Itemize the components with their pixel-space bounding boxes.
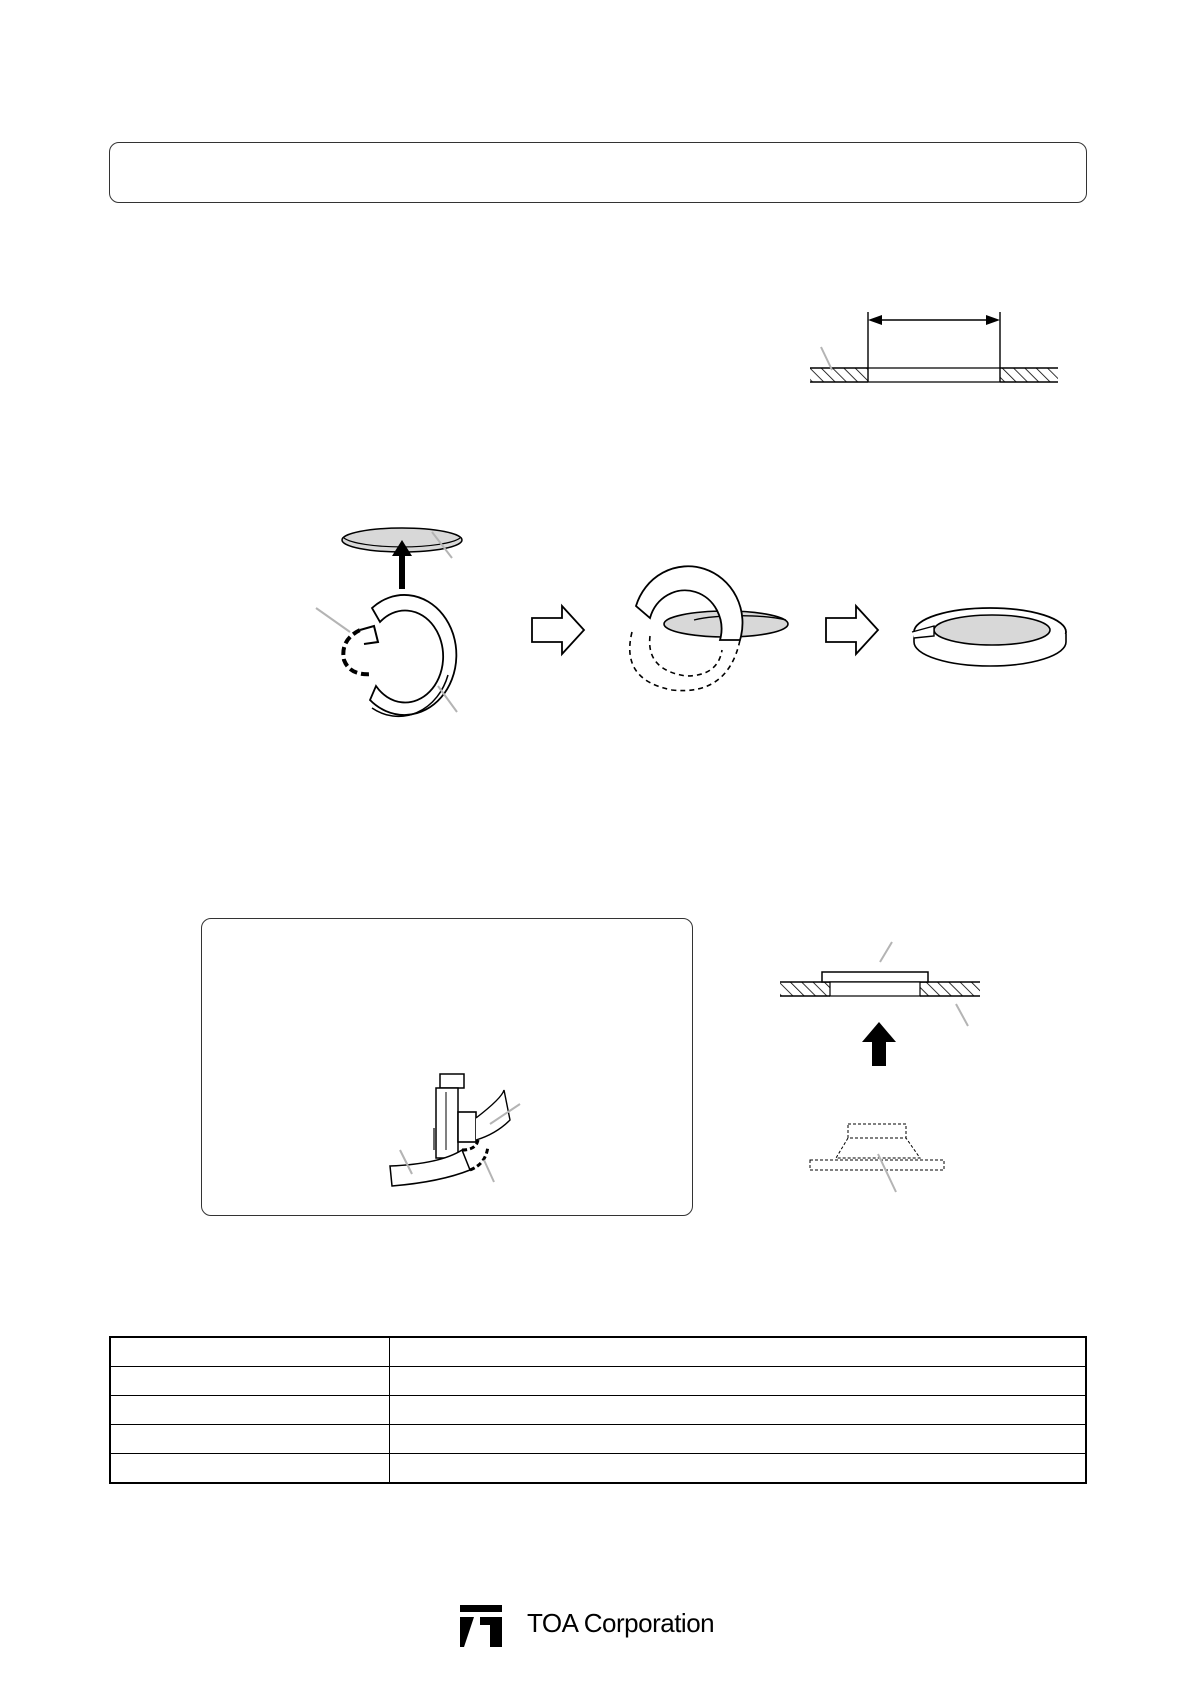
ring-installed-figure bbox=[912, 608, 1066, 666]
table-cell bbox=[110, 1337, 390, 1367]
place-ring-figure bbox=[630, 566, 788, 690]
cutout-dimension-figure bbox=[810, 312, 1058, 382]
note-frame bbox=[201, 918, 693, 1216]
toa-logo-icon bbox=[460, 1605, 502, 1647]
table-cell bbox=[110, 1367, 390, 1396]
table-cell bbox=[390, 1337, 1087, 1367]
table-row bbox=[110, 1337, 1086, 1367]
table-row bbox=[110, 1454, 1086, 1484]
table-cell bbox=[390, 1425, 1087, 1454]
table-row bbox=[110, 1425, 1086, 1454]
company-name: TOA Corporation bbox=[527, 1608, 715, 1638]
table-cell bbox=[110, 1396, 390, 1425]
table-cell bbox=[390, 1454, 1087, 1484]
specifications-table bbox=[109, 1336, 1087, 1484]
table-cell bbox=[390, 1396, 1087, 1425]
table-cell bbox=[110, 1425, 390, 1454]
speaker-mount-figure bbox=[780, 942, 980, 1192]
table-row bbox=[110, 1367, 1086, 1396]
outline-right-arrow-icon bbox=[532, 606, 584, 654]
table-row bbox=[110, 1396, 1086, 1425]
table-cell bbox=[390, 1367, 1087, 1396]
table-cell bbox=[110, 1454, 390, 1484]
peel-seal-figure bbox=[316, 528, 462, 716]
outline-right-arrow-icon bbox=[826, 606, 878, 654]
